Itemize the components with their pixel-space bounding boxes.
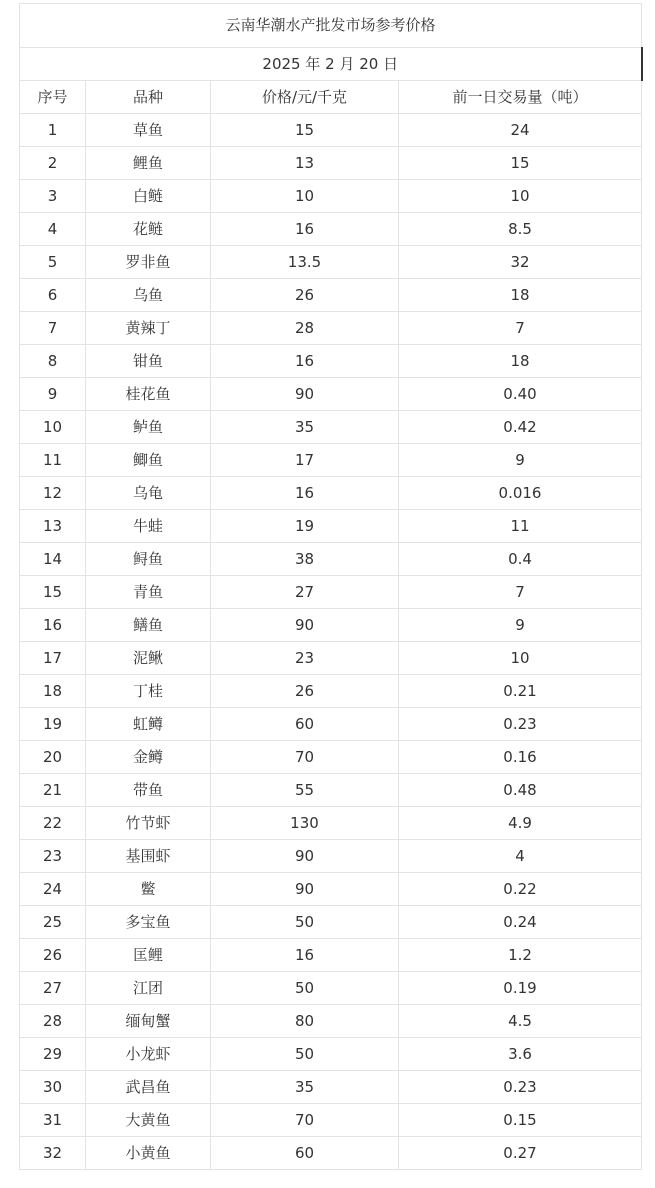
cell-index: 15 xyxy=(20,576,86,609)
cell-volume: 0.016 xyxy=(399,477,642,510)
table-row xyxy=(20,147,642,180)
table-row xyxy=(20,279,642,312)
cell-price: 28 xyxy=(211,312,399,345)
cell-price: 16 xyxy=(211,213,399,246)
cell-variety: 乌龟 xyxy=(86,477,211,510)
cell-index: 32 xyxy=(20,1137,86,1170)
cell-volume: 0.40 xyxy=(399,378,642,411)
title-row xyxy=(20,4,642,48)
cell-volume: 32 xyxy=(399,246,642,279)
cell-price: 50 xyxy=(211,906,399,939)
cell-variety: 鳝鱼 xyxy=(86,609,211,642)
cell-volume: 4.5 xyxy=(399,1005,642,1038)
cell-volume: 11 xyxy=(399,510,642,543)
cell-index: 16 xyxy=(20,609,86,642)
cell-index: 5 xyxy=(20,246,86,279)
table-row xyxy=(20,642,642,675)
cell-index: 8 xyxy=(20,345,86,378)
cell-index: 4 xyxy=(20,213,86,246)
cell-price: 50 xyxy=(211,972,399,1005)
cell-index: 28 xyxy=(20,1005,86,1038)
table-row xyxy=(20,708,642,741)
cell-index: 2 xyxy=(20,147,86,180)
cell-index: 18 xyxy=(20,675,86,708)
table-row xyxy=(20,444,642,477)
cell-volume: 7 xyxy=(399,576,642,609)
cell-variety: 桂花鱼 xyxy=(86,378,211,411)
cell-index: 24 xyxy=(20,873,86,906)
cell-variety: 花鲢 xyxy=(86,213,211,246)
table-row xyxy=(20,312,642,345)
table-row xyxy=(20,213,642,246)
cell-price: 38 xyxy=(211,543,399,576)
table-row xyxy=(20,114,642,147)
header-price: 价格/元/千克 xyxy=(211,81,399,114)
cell-volume: 4.9 xyxy=(399,807,642,840)
cell-volume: 3.6 xyxy=(399,1038,642,1071)
cell-volume: 0.24 xyxy=(399,906,642,939)
cell-volume: 15 xyxy=(399,147,642,180)
cell-price: 16 xyxy=(211,477,399,510)
table-date: 2025 年 2 月 20 日 xyxy=(20,48,642,81)
table-row xyxy=(20,1071,642,1104)
cell-index: 19 xyxy=(20,708,86,741)
table-row xyxy=(20,675,642,708)
table-row xyxy=(20,1005,642,1038)
cell-variety: 匡鲤 xyxy=(86,939,211,972)
cell-volume: 0.15 xyxy=(399,1104,642,1137)
cell-volume: 10 xyxy=(399,180,642,213)
cell-volume: 4 xyxy=(399,840,642,873)
cell-variety: 青鱼 xyxy=(86,576,211,609)
cell-price: 26 xyxy=(211,675,399,708)
cell-index: 6 xyxy=(20,279,86,312)
cell-variety: 金鳟 xyxy=(86,741,211,774)
date-row xyxy=(20,48,642,81)
cell-index: 14 xyxy=(20,543,86,576)
cell-price: 23 xyxy=(211,642,399,675)
cell-variety: 鲤鱼 xyxy=(86,147,211,180)
cell-index: 17 xyxy=(20,642,86,675)
cell-volume: 0.27 xyxy=(399,1137,642,1170)
table-row xyxy=(20,774,642,807)
cell-price: 27 xyxy=(211,576,399,609)
cell-volume: 0.19 xyxy=(399,972,642,1005)
cell-variety: 鳖 xyxy=(86,873,211,906)
cell-variety: 带鱼 xyxy=(86,774,211,807)
cell-price: 55 xyxy=(211,774,399,807)
cell-variety: 武昌鱼 xyxy=(86,1071,211,1104)
table-row xyxy=(20,246,642,279)
cell-volume: 8.5 xyxy=(399,213,642,246)
cell-variety: 鲟鱼 xyxy=(86,543,211,576)
cell-index: 23 xyxy=(20,840,86,873)
cell-variety: 草鱼 xyxy=(86,114,211,147)
cell-price: 16 xyxy=(211,345,399,378)
cell-variety: 罗非鱼 xyxy=(86,246,211,279)
cell-volume: 0.21 xyxy=(399,675,642,708)
cell-index: 22 xyxy=(20,807,86,840)
cell-volume: 7 xyxy=(399,312,642,345)
table-row xyxy=(20,1038,642,1071)
cell-price: 35 xyxy=(211,1071,399,1104)
cell-variety: 多宝鱼 xyxy=(86,906,211,939)
header-index: 序号 xyxy=(20,81,86,114)
cell-index: 27 xyxy=(20,972,86,1005)
cell-volume: 18 xyxy=(399,279,642,312)
cell-variety: 大黄鱼 xyxy=(86,1104,211,1137)
table-row xyxy=(20,939,642,972)
cell-price: 26 xyxy=(211,279,399,312)
header-volume: 前一日交易量（吨） xyxy=(399,81,642,114)
table-row xyxy=(20,807,642,840)
cell-variety: 竹节虾 xyxy=(86,807,211,840)
cell-price: 60 xyxy=(211,1137,399,1170)
table-row xyxy=(20,873,642,906)
header-row xyxy=(20,81,642,114)
table-row xyxy=(20,1104,642,1137)
cell-variety: 小黄鱼 xyxy=(86,1137,211,1170)
cell-variety: 牛蛙 xyxy=(86,510,211,543)
cell-variety: 基围虾 xyxy=(86,840,211,873)
cell-index: 12 xyxy=(20,477,86,510)
cell-index: 1 xyxy=(20,114,86,147)
table-row xyxy=(20,906,642,939)
cell-index: 29 xyxy=(20,1038,86,1071)
cell-price: 90 xyxy=(211,609,399,642)
cell-price: 35 xyxy=(211,411,399,444)
header-variety: 品种 xyxy=(86,81,211,114)
cell-variety: 缅甸蟹 xyxy=(86,1005,211,1038)
cell-price: 90 xyxy=(211,873,399,906)
cell-volume: 0.48 xyxy=(399,774,642,807)
cell-index: 3 xyxy=(20,180,86,213)
cell-variety: 白鲢 xyxy=(86,180,211,213)
table-row xyxy=(20,840,642,873)
table-title: 云南华潮水产批发市场参考价格 xyxy=(20,4,642,48)
table-row xyxy=(20,972,642,1005)
table-row xyxy=(20,477,642,510)
cell-index: 10 xyxy=(20,411,86,444)
table-row xyxy=(20,378,642,411)
cell-price: 10 xyxy=(211,180,399,213)
cell-price: 50 xyxy=(211,1038,399,1071)
cell-price: 19 xyxy=(211,510,399,543)
cell-index: 30 xyxy=(20,1071,86,1104)
cell-volume: 0.22 xyxy=(399,873,642,906)
cell-price: 60 xyxy=(211,708,399,741)
cell-price: 80 xyxy=(211,1005,399,1038)
table-row xyxy=(20,741,642,774)
cell-variety: 黄辣丁 xyxy=(86,312,211,345)
cell-variety: 钳鱼 xyxy=(86,345,211,378)
cell-index: 25 xyxy=(20,906,86,939)
cell-price: 17 xyxy=(211,444,399,477)
cell-volume: 0.16 xyxy=(399,741,642,774)
cell-price: 13 xyxy=(211,147,399,180)
cell-index: 21 xyxy=(20,774,86,807)
cell-variety: 鲈鱼 xyxy=(86,411,211,444)
cell-price: 13.5 xyxy=(211,246,399,279)
table-row xyxy=(20,411,642,444)
cell-price: 130 xyxy=(211,807,399,840)
cell-price: 16 xyxy=(211,939,399,972)
cell-price: 90 xyxy=(211,840,399,873)
cell-index: 13 xyxy=(20,510,86,543)
cell-index: 9 xyxy=(20,378,86,411)
table-row xyxy=(20,576,642,609)
cell-index: 31 xyxy=(20,1104,86,1137)
cell-index: 11 xyxy=(20,444,86,477)
cell-index: 26 xyxy=(20,939,86,972)
cell-variety: 丁桂 xyxy=(86,675,211,708)
cell-volume: 9 xyxy=(399,609,642,642)
cell-volume: 9 xyxy=(399,444,642,477)
price-table xyxy=(19,3,643,1170)
cell-price: 70 xyxy=(211,1104,399,1137)
table-row xyxy=(20,1137,642,1170)
cell-volume: 18 xyxy=(399,345,642,378)
table-row xyxy=(20,345,642,378)
cell-volume: 10 xyxy=(399,642,642,675)
cell-price: 15 xyxy=(211,114,399,147)
cell-variety: 小龙虾 xyxy=(86,1038,211,1071)
cell-volume: 0.42 xyxy=(399,411,642,444)
cell-volume: 1.2 xyxy=(399,939,642,972)
cell-variety: 鲫鱼 xyxy=(86,444,211,477)
cell-volume: 0.23 xyxy=(399,708,642,741)
cell-price: 70 xyxy=(211,741,399,774)
cell-volume: 0.4 xyxy=(399,543,642,576)
table-row xyxy=(20,510,642,543)
table-row xyxy=(20,180,642,213)
cell-price: 90 xyxy=(211,378,399,411)
cell-index: 20 xyxy=(20,741,86,774)
cell-variety: 泥鳅 xyxy=(86,642,211,675)
cell-variety: 江团 xyxy=(86,972,211,1005)
cell-index: 7 xyxy=(20,312,86,345)
cell-volume: 0.23 xyxy=(399,1071,642,1104)
cell-variety: 虹鳟 xyxy=(86,708,211,741)
cell-volume: 24 xyxy=(399,114,642,147)
table-row xyxy=(20,609,642,642)
table-row xyxy=(20,543,642,576)
cell-variety: 乌鱼 xyxy=(86,279,211,312)
